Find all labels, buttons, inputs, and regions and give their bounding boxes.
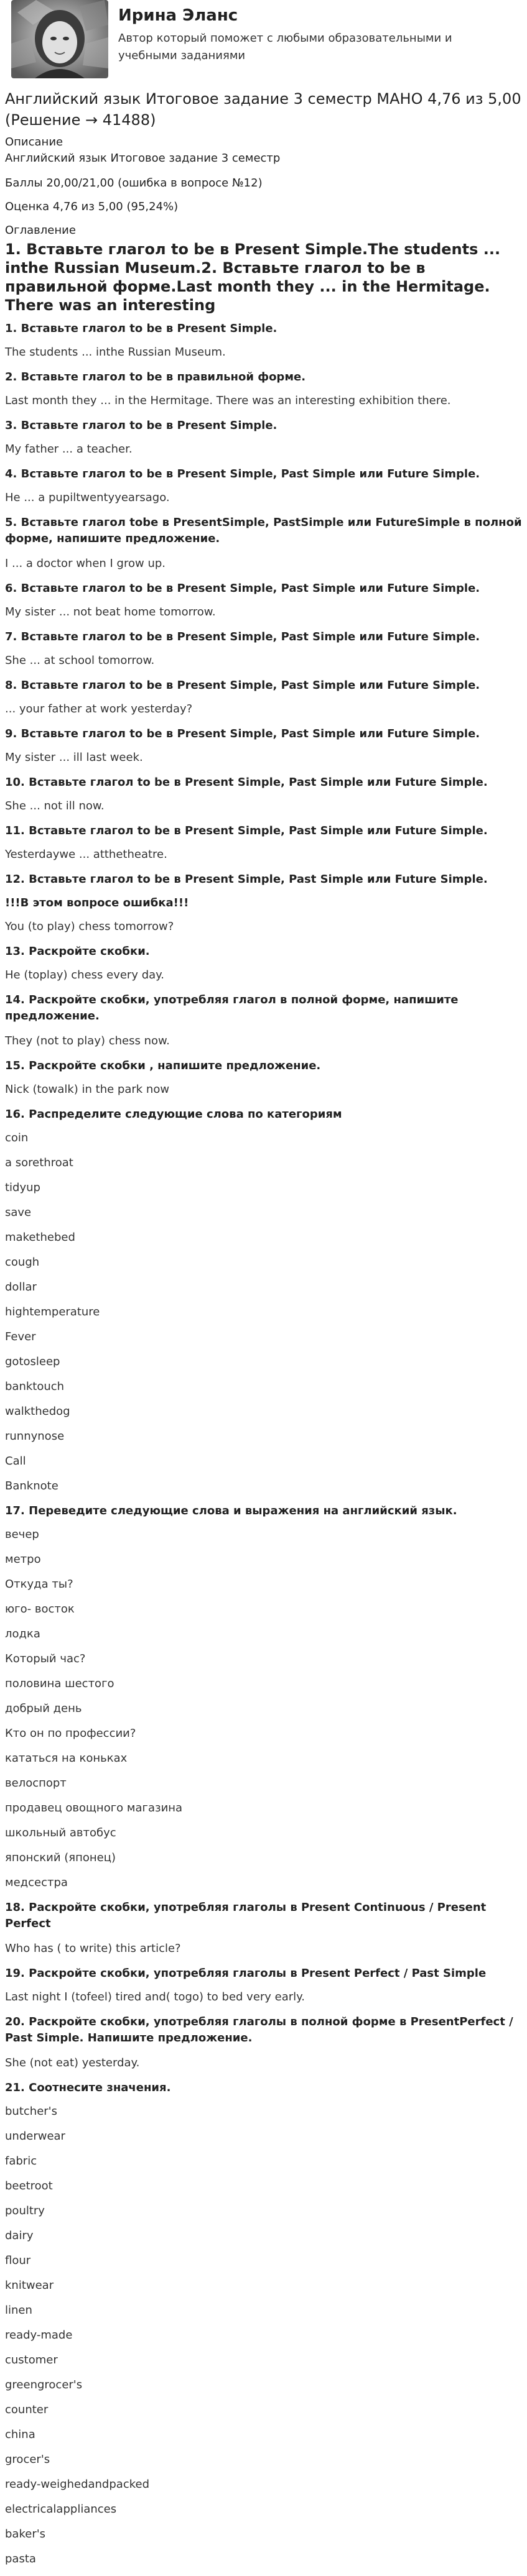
- list-item: gotosleep: [5, 1355, 60, 1368]
- list-item: a sorethroat: [5, 1156, 73, 1169]
- list-item: beetroot: [5, 2179, 53, 2192]
- question-answer: Last night I (tofeel) tired and( togo) to bed very early.: [5, 1990, 305, 2003]
- list-item: baker's: [5, 2528, 46, 2541]
- question-21: [5, 2080, 522, 2567]
- question-answer: She ... not ill now.: [5, 799, 105, 812]
- list-item: школьный автобус: [5, 1826, 116, 1839]
- list-item: poultry: [5, 2204, 45, 2217]
- author-name[interactable]: Ирина Эланс: [118, 6, 238, 25]
- list-item: Banknote: [5, 1479, 58, 1493]
- questions-1-15: [5, 321, 522, 1098]
- question-answer: Last month they ... in the Hermitage. There was an interesting exhibition there.: [5, 394, 451, 407]
- list-item: dollar: [5, 1281, 37, 1294]
- list-item: counter: [5, 2403, 49, 2416]
- question-text: 7. Вставьте глагол to be в Present Simple, Past Simple или Future Simple.: [5, 630, 480, 643]
- question-answer: She ... at school tomorrow.: [5, 654, 155, 667]
- list-item: knitwear: [5, 2279, 54, 2292]
- list-item: вечер: [5, 1528, 39, 1541]
- list-item: кататься на коньках: [5, 1752, 128, 1765]
- score-line: Баллы 20,00/21,00 (ошибка в вопросе №12): [5, 177, 263, 190]
- question-answer: The students ... inthe Russian Museum.: [5, 346, 226, 359]
- question-text: 8. Вставьте глагол to be в Present Simple, Past Simple или Future Simple.: [5, 679, 480, 692]
- question-text: 19. Раскройте скобки, употребляя глаголы в Present Perfect / Past Simple: [5, 1967, 487, 1980]
- question-answer: He (toplay) chess every day.: [5, 968, 164, 982]
- question-answer: He ... a pupiltwentyyearsago.: [5, 491, 170, 504]
- question-answer: Yesterdaywe ... atthetheatre.: [5, 848, 167, 861]
- toc-label: Оглавление: [5, 224, 76, 237]
- list-item: china: [5, 2428, 35, 2441]
- question-text: 3. Вставьте глагол to be в Present Simple.: [5, 419, 277, 432]
- list-item: grocer's: [5, 2453, 50, 2466]
- list-item: coin: [5, 1131, 29, 1144]
- question-text: 17. Переведите следующие слова и выражения на английский язык.: [5, 1504, 457, 1517]
- error-notice: !!!В этом вопросе ошибка!!!: [5, 896, 189, 909]
- author-header: [5, 0, 522, 85]
- question-text: 1. Вставьте глагол to be в Present Simple.: [5, 322, 277, 335]
- question-text: 20. Раскройте скобки, употребляя глаголы в полной форме в PresentPerfect / Past Simple. Напишите предложение.: [5, 2015, 513, 2045]
- question-text: 11. Вставьте глагол to be в Present Simple, Past Simple или Future Simple.: [5, 824, 488, 837]
- document-title: Английский язык Итоговое задание 3 семестр МАНО 4,76 из 5,00 (Решение → 41488): [5, 90, 521, 129]
- questions-18-20: [5, 1900, 522, 2071]
- question-answer: Who has ( to write) this article?: [5, 1942, 181, 1955]
- list-item: tidyup: [5, 1181, 40, 1194]
- list-item: Call: [5, 1455, 26, 1468]
- list-item: метро: [5, 1553, 41, 1566]
- list-item: flour: [5, 2254, 31, 2267]
- list-item: save: [5, 1206, 32, 1219]
- question-text: 15. Раскройте скобки , напишите предложение.: [5, 1059, 321, 1072]
- list-item: медсестра: [5, 1876, 68, 1889]
- list-item: Кто он по профессии?: [5, 1727, 136, 1740]
- question-16: [5, 1106, 522, 1494]
- question-answer: My sister ... not beat home tomorrow.: [5, 605, 216, 619]
- question-answer: I ... a doctor when I grow up.: [5, 557, 166, 570]
- grade-line: Оценка 4,76 из 5,00 (95,24%): [5, 200, 179, 213]
- question-answer: ... your father at work yesterday?: [5, 702, 193, 715]
- list-item: hightemperature: [5, 1305, 100, 1318]
- question-answer: Nick (towalk) in the park now: [5, 1083, 170, 1096]
- list-item: японский (японец): [5, 1851, 116, 1864]
- list-item: ready-made: [5, 2329, 73, 2342]
- list-item: runnynose: [5, 1430, 65, 1443]
- question-text: 14. Раскройте скобки, употребляя глагол в полной форме, напишите предложение.: [5, 993, 459, 1023]
- list-item: cough: [5, 1256, 40, 1269]
- author-description: Автор который поможет с любыми образовательными и учебными заданиями: [118, 32, 452, 62]
- list-item: makethebed: [5, 1231, 75, 1244]
- question-text: 10. Вставьте глагол to be в Present Simple, Past Simple или Future Simple.: [5, 776, 488, 789]
- user-avatar-photo-icon: [11, 0, 108, 78]
- list-item: лодка: [5, 1627, 40, 1640]
- list-item: pasta: [5, 2552, 36, 2565]
- question-text: 2. Вставьте глагол to be в правильной форме.: [5, 370, 306, 384]
- list-item: greengrocer's: [5, 2378, 83, 2391]
- list-item: walkthedog: [5, 1405, 70, 1418]
- list-item: Откуда ты?: [5, 1578, 73, 1591]
- question-text: 9. Вставьте глагол to be в Present Simple, Past Simple или Future Simple.: [5, 727, 480, 740]
- author-avatar[interactable]: [11, 0, 108, 78]
- list-item: electricalappliances: [5, 2503, 117, 2516]
- description-label: Описание: [5, 136, 63, 149]
- question-text: 21. Соотнесите значения.: [5, 2081, 171, 2094]
- list-item: Который час?: [5, 1652, 86, 1665]
- description-text: Английский язык Итоговое задание 3 семестр: [5, 152, 281, 165]
- toc-heading: 1. Вставьте глагол to be в Present Simple.The students ... inthe Russian Museum.2. Вставьте глагол to be в правильной форме.Last month they ... in the Hermitage. There was an interesting: [5, 241, 501, 314]
- list-item: fabric: [5, 2155, 37, 2168]
- list-item: Fever: [5, 1330, 36, 1343]
- question-answer: She (not eat) yesterday.: [5, 2056, 140, 2069]
- list-item: linen: [5, 2304, 32, 2317]
- list-item: продавец овощного магазина: [5, 1801, 183, 1815]
- question-text: 13. Раскройте скобки.: [5, 945, 150, 958]
- question-answer: My sister ... ill last week.: [5, 751, 143, 764]
- list-item: dairy: [5, 2229, 34, 2242]
- question-text: 4. Вставьте глагол to be в Present Simple, Past Simple или Future Simple.: [5, 467, 480, 481]
- list-item: banktouch: [5, 1380, 65, 1393]
- question-text: 6. Вставьте глагол to be в Present Simple, Past Simple или Future Simple.: [5, 582, 480, 595]
- question-text: 16. Распределите следующие слова по категориям: [5, 1108, 342, 1121]
- question-text: 12. Вставьте глагол to be в Present Simple, Past Simple или Future Simple.: [5, 873, 488, 886]
- question-text: 18. Раскройте скобки, употребляя глаголы в Present Continuous / Present Perfect: [5, 1901, 487, 1930]
- list-item: юго- восток: [5, 1603, 75, 1616]
- list-item: добрый день: [5, 1702, 82, 1715]
- list-item: половина шестого: [5, 1677, 114, 1690]
- list-item: customer: [5, 2353, 58, 2367]
- list-item: ready-weighedandpacked: [5, 2478, 149, 2491]
- list-item: велоспорт: [5, 1777, 67, 1790]
- list-item: butcher's: [5, 2105, 57, 2118]
- list-item: underwear: [5, 2130, 65, 2143]
- question-text: 5. Вставьте глагол tobe в PresentSimple, PastSimple или FutureSimple в полной форме, напишите предложение.: [5, 516, 522, 545]
- question-answer: My father ... a teacher.: [5, 443, 133, 456]
- question-17: [5, 1503, 522, 1891]
- question-answer: They (not to play) chess now.: [5, 1034, 170, 1047]
- question-answer: You (to play) chess tomorrow?: [5, 920, 174, 933]
